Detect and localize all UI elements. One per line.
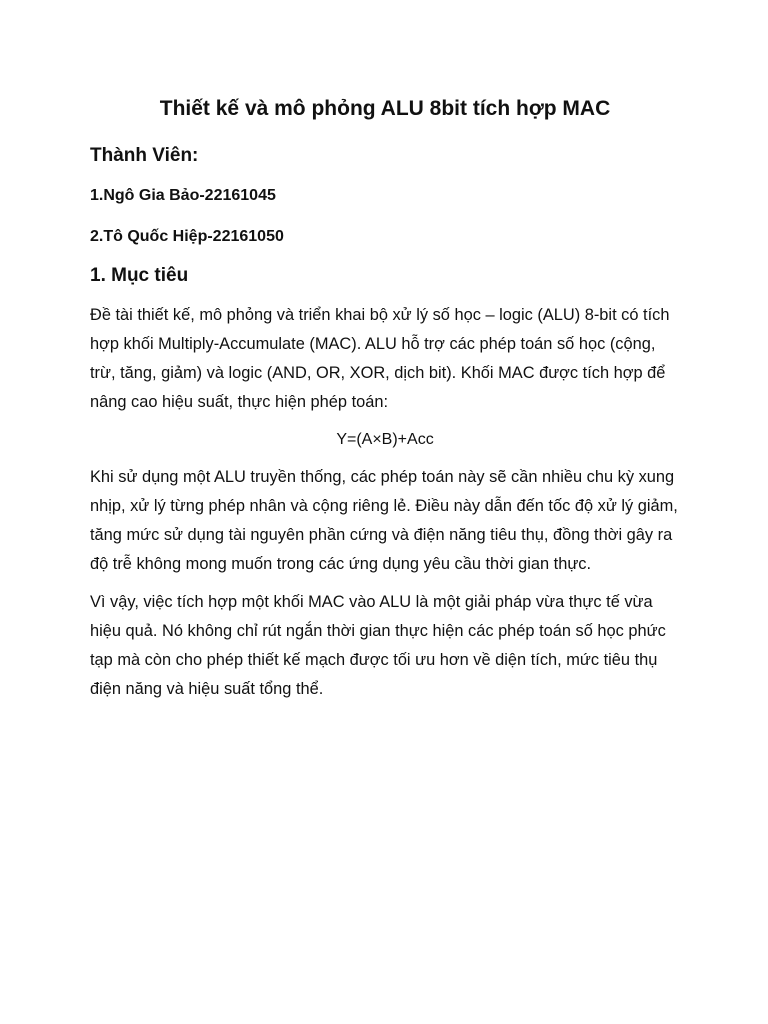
mac-formula: Y=(A×B)+Acc — [336, 431, 434, 448]
section-heading-objective: 1. Mục tiêu — [90, 265, 189, 286]
member-2: 2.Tô Quốc Hiệp-22161050 — [90, 228, 284, 245]
member-1: 1.Ngô Gia Bảo-22161045 — [90, 187, 276, 204]
document-title: Thiết kế và mô phỏng ALU 8bit tích hợp MAC — [159, 97, 611, 120]
paragraph-traditional-alu: Khi sử dụng một ALU truyền thống, các phép toán này sẽ cần nhiều chu kỳ xung nhịp, xử lý từng phép nhân và cộng riêng lẻ. Điều này dẫn đến tốc độ xử lý giảm, tăng mức sử dụng tài nguyên phần cứng và điện năng tiêu thụ, đồng thời gây ra độ trễ không mong muốn trong các ứng dụng yêu cầu thời gian thực. — [90, 468, 678, 573]
paragraph-conclusion: Vì vậy, việc tích hợp một khối MAC vào ALU là một giải pháp vừa thực tế vừa hiệu quả. Nó không chỉ rút ngắn thời gian thực hiện các phép toán số học phức tạp mà còn cho phép thiết kế mạch được tối ưu hơn về diện tích, mức tiêu thụ điện năng và hiệu suất tổng thể. — [90, 593, 666, 698]
members-heading: Thành Viên: — [90, 145, 199, 166]
paragraph-intro: Đề tài thiết kế, mô phỏng và triển khai bộ xử lý số học – logic (ALU) 8-bit có tích hợp khối Multiply-Accumulate (MAC). ALU hỗ trợ các phép toán số học (cộng, trừ, tăng, giảm) và logic (AND, OR, XOR, dịch bit). Khối MAC được tích hợp để nâng cao hiệu suất, thực hiện phép toán: — [90, 306, 670, 411]
